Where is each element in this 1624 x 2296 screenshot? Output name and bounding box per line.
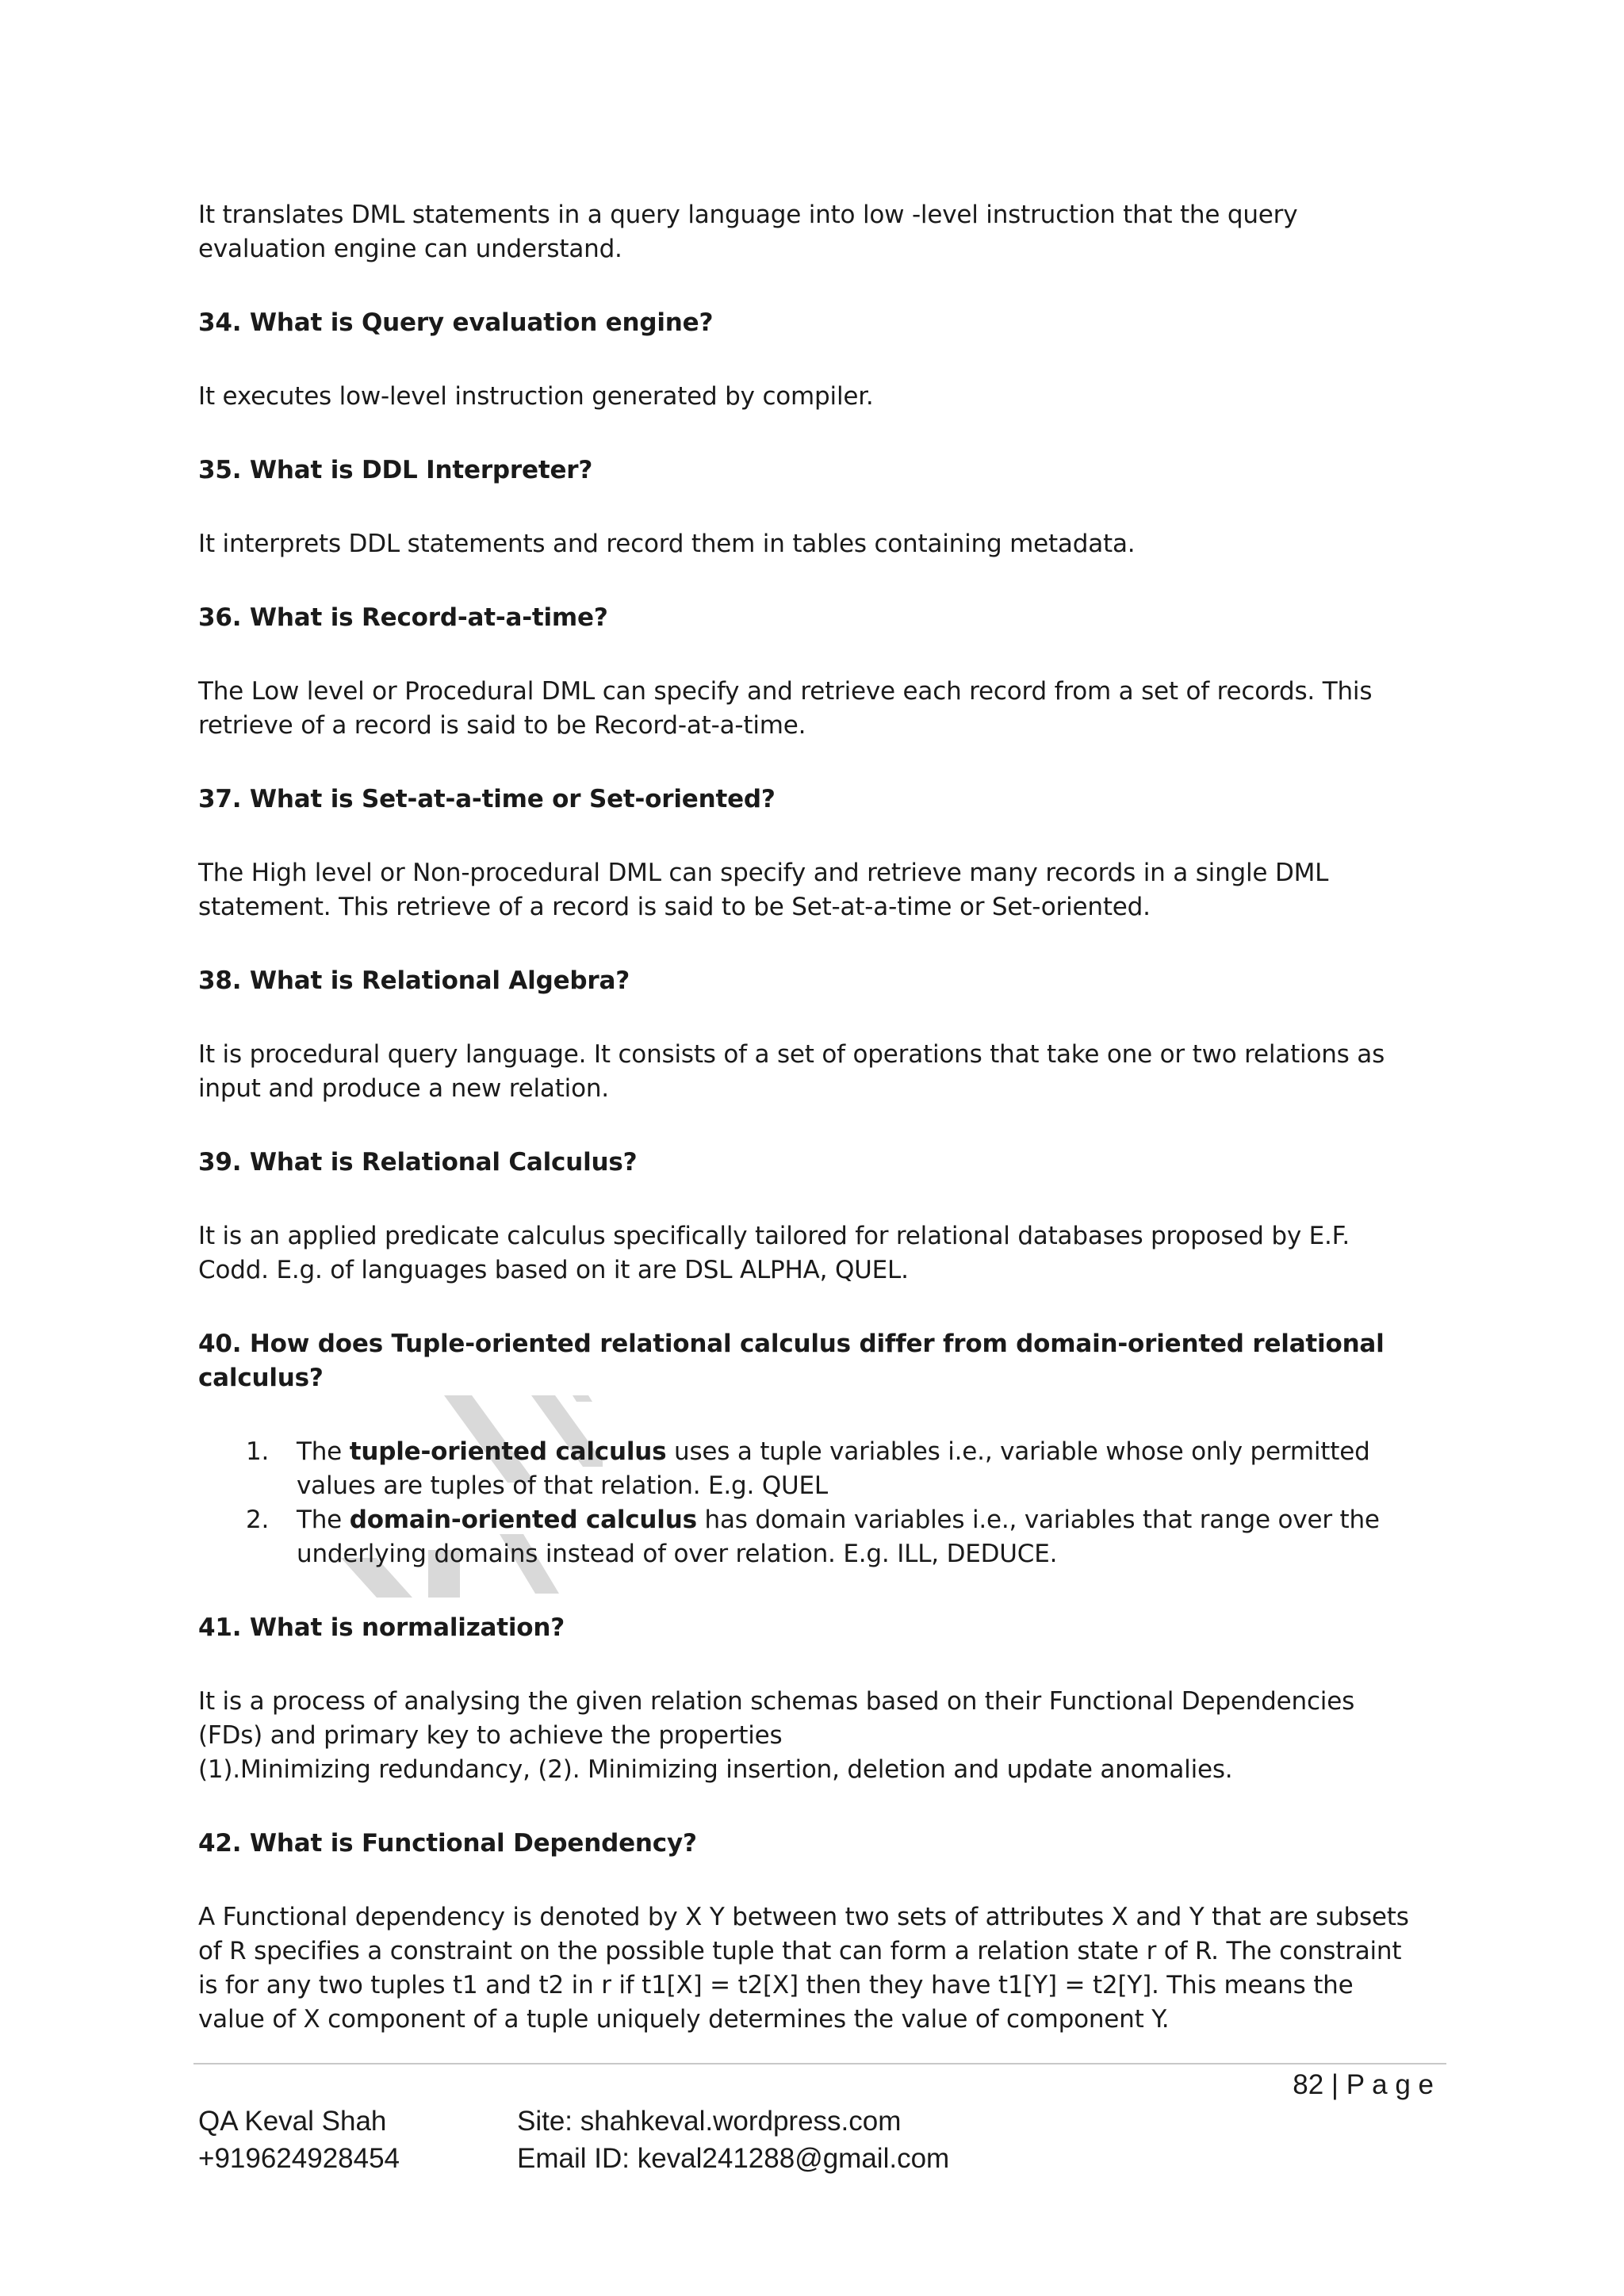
answer-37-line-1: The High level or Non-procedural DML can specify and retrieve many records in a single DML: [198, 859, 1329, 887]
question-34: 34. What is Query evaluation engine?: [198, 308, 714, 337]
footer-phone: +919624928454: [198, 2143, 400, 2174]
page-number: 82 | P a g e: [1293, 2069, 1434, 2100]
list-item-prefix: The: [297, 1506, 350, 1534]
answer-38-line-2: input and produce a new relation.: [198, 1074, 609, 1103]
answer-42-line-2: of R specifies a constraint on the possible tuple that can form a relation state r of R. The constraint: [198, 1937, 1402, 1965]
footer-email: Email ID: keval241288@gmail.com: [517, 2143, 950, 2174]
question-35: 35. What is DDL Interpreter?: [198, 456, 593, 484]
answer-36-line-1: The Low level or Procedural DML can specify and retrieve each record from a set of records. This: [198, 677, 1373, 706]
answer-41-line-3: (1).Minimizing redundancy, (2). Minimizing insertion, deletion and update anomalies.: [198, 1755, 1233, 1784]
question-42: 42. What is Functional Dependency?: [198, 1829, 697, 1858]
answer-37-line-2: statement. This retrieve of a record is said to be Set-at-a-time or Set-oriented.: [198, 893, 1151, 921]
answer-34-line-1: It executes low-level instruction generated by compiler.: [198, 382, 874, 411]
answer-41-line-1: It is a process of analysing the given relation schemas based on their Functional Dependencies: [198, 1687, 1355, 1716]
answer-36-line-2: retrieve of a record is said to be Record-at-a-time.: [198, 711, 806, 740]
list-item-text-line-2: underlying domains instead of over relation. E.g. ILL, DEDUCE.: [297, 1540, 1058, 1568]
list-item-prefix: The: [297, 1437, 350, 1466]
question-39: 39. What is Relational Calculus?: [198, 1148, 638, 1177]
question-36: 36. What is Record-at-a-time?: [198, 603, 608, 632]
document-body: [198, 198, 1443, 2037]
list-item: [198, 1435, 1443, 1503]
answer-35-line-1: It interprets DDL statements and record them in tables containing metadata.: [198, 530, 1136, 558]
answer-39-line-2: Codd. E.g. of languages based on it are DSL ALPHA, QUEL.: [198, 1256, 909, 1284]
comparison-list: [198, 1435, 1443, 1571]
list-item-number: 2.: [246, 1506, 270, 1534]
question-40-line-2: calculus?: [198, 1364, 324, 1392]
answer-39-line-1: It is an applied predicate calculus specifically tailored for relational databases proposed by E.F.: [198, 1222, 1350, 1250]
footer-links: [517, 2103, 949, 2177]
answer-38-line-1: It is procedural query language. It consists of a set of operations that take one or two relations as: [198, 1040, 1385, 1069]
list-item-text: has domain variables i.e., variables that range over the: [696, 1506, 1380, 1534]
footer-divider: [193, 2063, 1446, 2064]
answer-42-line-1: A Functional dependency is denoted by X Y between two sets of attributes X and Y that are subsets: [198, 1903, 1409, 1931]
question-41: 41. What is normalization?: [198, 1613, 565, 1642]
list-item-text: uses a tuple variables i.e., variable whose only permitted: [666, 1437, 1370, 1466]
footer-site: Site: shahkeval.wordpress.com: [517, 2106, 902, 2137]
answer-41-line-2: (FDs) and primary key to achieve the properties: [198, 1721, 783, 1750]
list-item-text-line-2: values are tuples of that relation. E.g. QUEL: [297, 1471, 828, 1500]
question-37: 37. What is Set-at-a-time or Set-oriented?: [198, 785, 776, 813]
list-item-term: domain-oriented calculus: [349, 1506, 697, 1534]
list-item: [198, 1503, 1443, 1571]
answer-42-line-3: is for any two tuples t1 and t2 in r if t1[X] = t2[X] then they have t1[Y] = t2[Y]. This means the: [198, 1971, 1354, 1999]
list-item-term: tuple-oriented calculus: [349, 1437, 667, 1466]
intro-line-1: It translates DML statements in a query language into low -level instruction that the query: [198, 201, 1298, 229]
intro-line-2: evaluation engine can understand.: [198, 235, 622, 263]
footer-author: QA Keval Shah: [198, 2106, 387, 2137]
answer-42-line-4: value of X component of a tuple uniquely determines the value of component Y.: [198, 2005, 1170, 2034]
question-40-line-1: 40. How does Tuple-oriented relational calculus differ from domain-oriented relational: [198, 1330, 1385, 1358]
list-item-number: 1.: [246, 1437, 270, 1466]
question-38: 38. What is Relational Algebra?: [198, 966, 630, 995]
footer-contact: [198, 2103, 400, 2177]
